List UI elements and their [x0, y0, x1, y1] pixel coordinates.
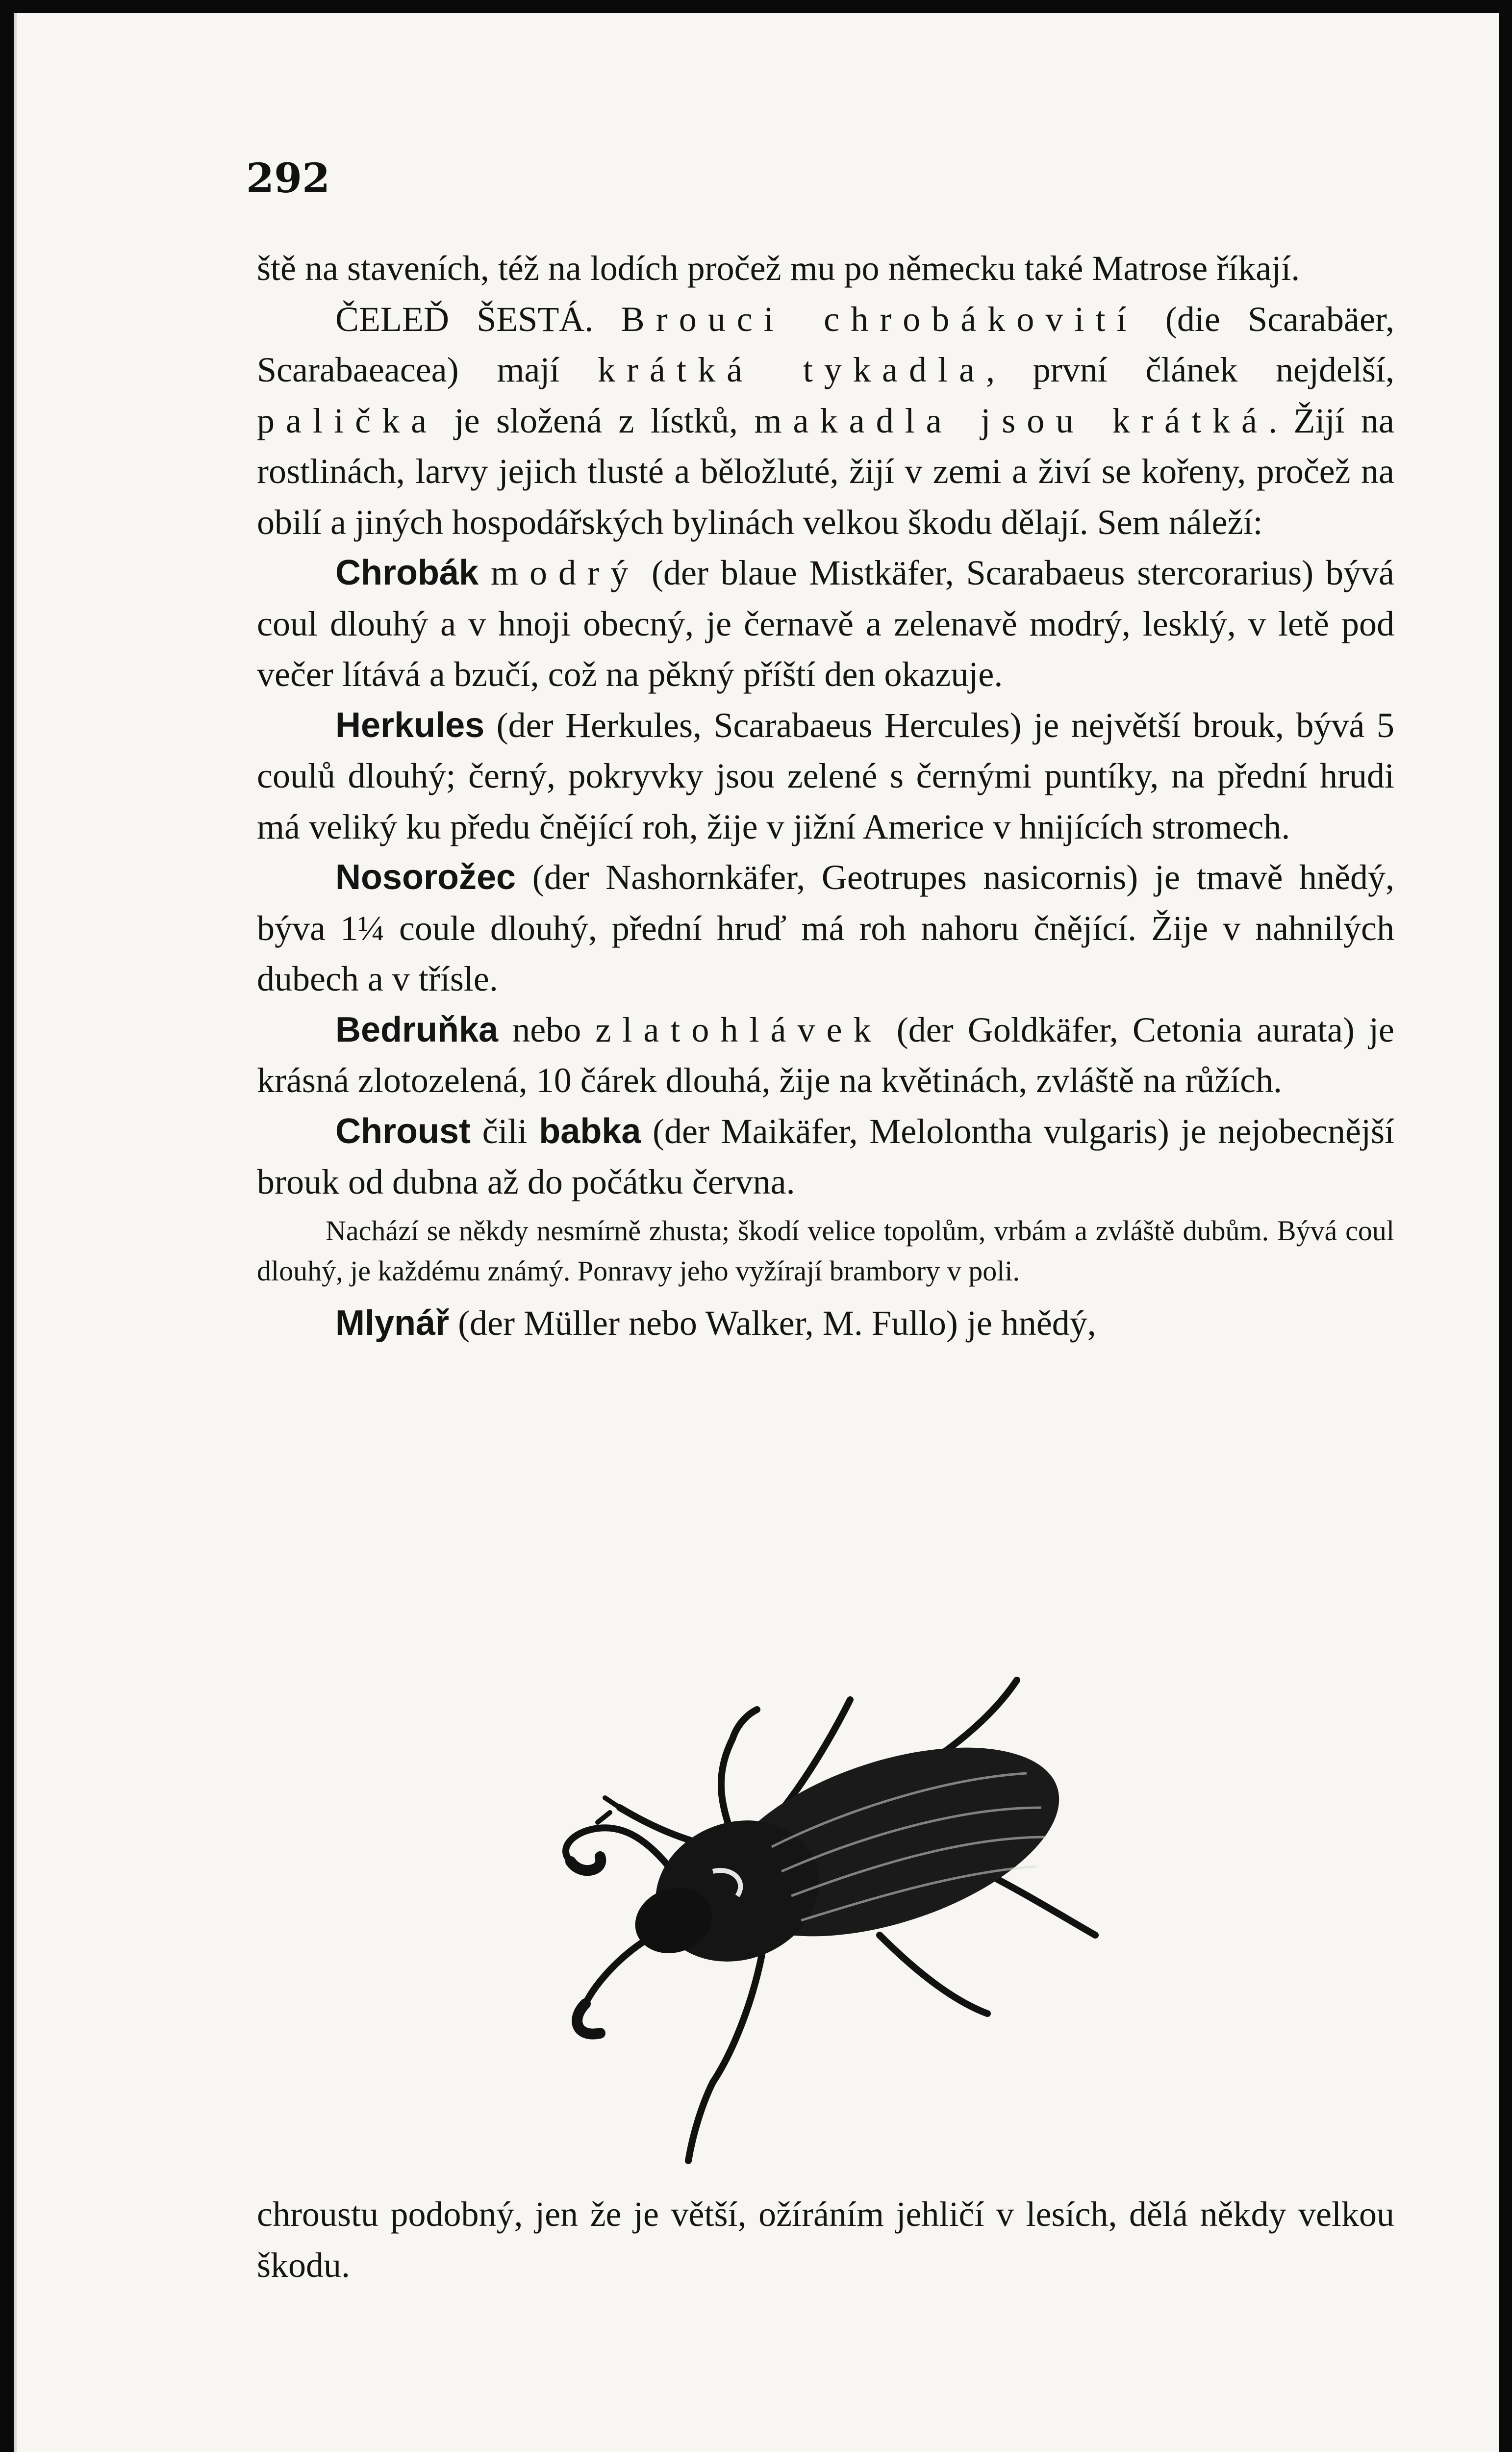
family-text-e: . Žijí na rostlinách, larvy jejich tlusté a běložluté, žijí v zemi a živí se kořeny, pročež na obilí a jiných hospodářských bylinách velkou škodu dělají. Sem náleží:: [257, 401, 1395, 542]
left-leg-tip: [598, 1798, 620, 1822]
family-spaced-3: palička: [257, 401, 438, 440]
main-text: [257, 243, 1394, 1349]
mlynar-heading: Mlynář: [335, 1303, 450, 1343]
paragraph-family: [257, 294, 1394, 548]
chroust-text: (der Maikäfer, Melolontha vulgaris) je nejobecnější brouk od dubna až do počátku června.: [257, 1111, 1394, 1201]
paragraph-chroust: [257, 1106, 1394, 1208]
family-text-c: , první článek nejdelší,: [986, 350, 1394, 389]
main-text-continued: [257, 2189, 1394, 2291]
chrobak-spaced: modrý: [490, 553, 640, 592]
bedrunka-heading: Bedruňka: [335, 1010, 499, 1049]
bedrunka-spaced: zlatohlávek: [595, 1010, 882, 1049]
front-leg-bottom: [688, 1955, 762, 2161]
page-number: 292: [246, 155, 330, 202]
family-spaced-4: makadla jsou krátká: [754, 401, 1269, 440]
paragraph-chrobak: [257, 548, 1394, 700]
paragraph-bedrunka: [257, 1005, 1394, 1106]
front-leg-left: [721, 1710, 757, 1837]
paragraph-herkules: [257, 700, 1394, 853]
paragraph-mlynar: [257, 1298, 1394, 1349]
family-text-b: (die Scarabäer, Scarabaeacea) mají: [257, 299, 1395, 389]
note-small-print: Nachází se někdy nesmírně zhusta; škodí velice topolům, vrbám a zvláště dubům. Bývá coul dlouhý, je každému známý. Ponravy jeho vyžírají brambory v poli.: [257, 1214, 1394, 1287]
mid-leg-bottom: [880, 1935, 987, 2014]
babka-heading: babka: [539, 1111, 641, 1151]
mlynar-text: (der Müller nebo Walker, M. Fullo) je hnědý,: [449, 1303, 1096, 1343]
chrobak-text: (der blaue Mistkäfer, Scarabaeus stercorarius) bývá coul dlouhý a v hnoji obecný, je černavě a zelenavě modrý, lesklý, v letě pod večer lítává a bzučí, což na pěkný příští den okazuje.: [257, 553, 1395, 694]
chrobak-heading: Chrobák: [335, 553, 479, 592]
book-page: [14, 13, 1499, 2452]
intro-text: ště na staveních, též na lodích pročež mu po německu také Matrose říkají.: [257, 249, 1300, 288]
family-text-a: [593, 300, 621, 339]
chroust-mid: čili: [470, 1111, 539, 1151]
antenna-left-tip: [571, 1857, 601, 1870]
family-heading: ČELEĎ ŠESTÁ.: [335, 299, 594, 339]
herkules-text: (der Herkules, Scarabaeus Hercules) je největší brouk, bývá 5 coulů dlouhý; černý, pokryvky jsou zelené s černými puntíky, na přední hrudi má veliký ku předu čnějící roh, žije v jižní Americe v hnijících stromech.: [257, 705, 1394, 846]
family-spaced-1: Brouci chrobákovití: [621, 299, 1138, 339]
paragraph-nosorozec: [257, 852, 1394, 1005]
nosorozec-text: (der Nashornkäfer, Geotrupes nasicornis) je tmavě hnědý, býva 1¼ coule dlouhý, přední hruď má roh nahoru čnějící. Žije v nahnilých dubech a v třísle.: [257, 858, 1394, 998]
herkules-heading: Herkules: [335, 705, 485, 745]
paragraph-intro: [257, 243, 1394, 294]
beetle-illustration: [458, 1660, 1193, 2185]
bedrunka-text: (der Goldkäfer, Cetonia aurata) je krásná zlotozelená, 10 čárek dlouhá, žije na květinách, zvláště na růžích.: [257, 1010, 1394, 1100]
family-text-d: je složená z lístků,: [438, 401, 755, 440]
antenna-left: [566, 1828, 669, 1866]
nosorozec-heading: Nosorožec: [335, 858, 516, 897]
paragraph-ending: chroustu podobný, jen že je větší, ožíráním jehličí v lesích, dělá někdy velkou škodu.: [257, 2195, 1394, 2285]
bedrunka-mid: nebo: [498, 1010, 596, 1049]
family-spaced-2: krátká tykadla: [597, 350, 986, 389]
chroust-heading: Chroust: [335, 1111, 471, 1151]
antenna-lower: [585, 1935, 654, 2004]
antenna-lower-tip: [577, 2004, 600, 2034]
